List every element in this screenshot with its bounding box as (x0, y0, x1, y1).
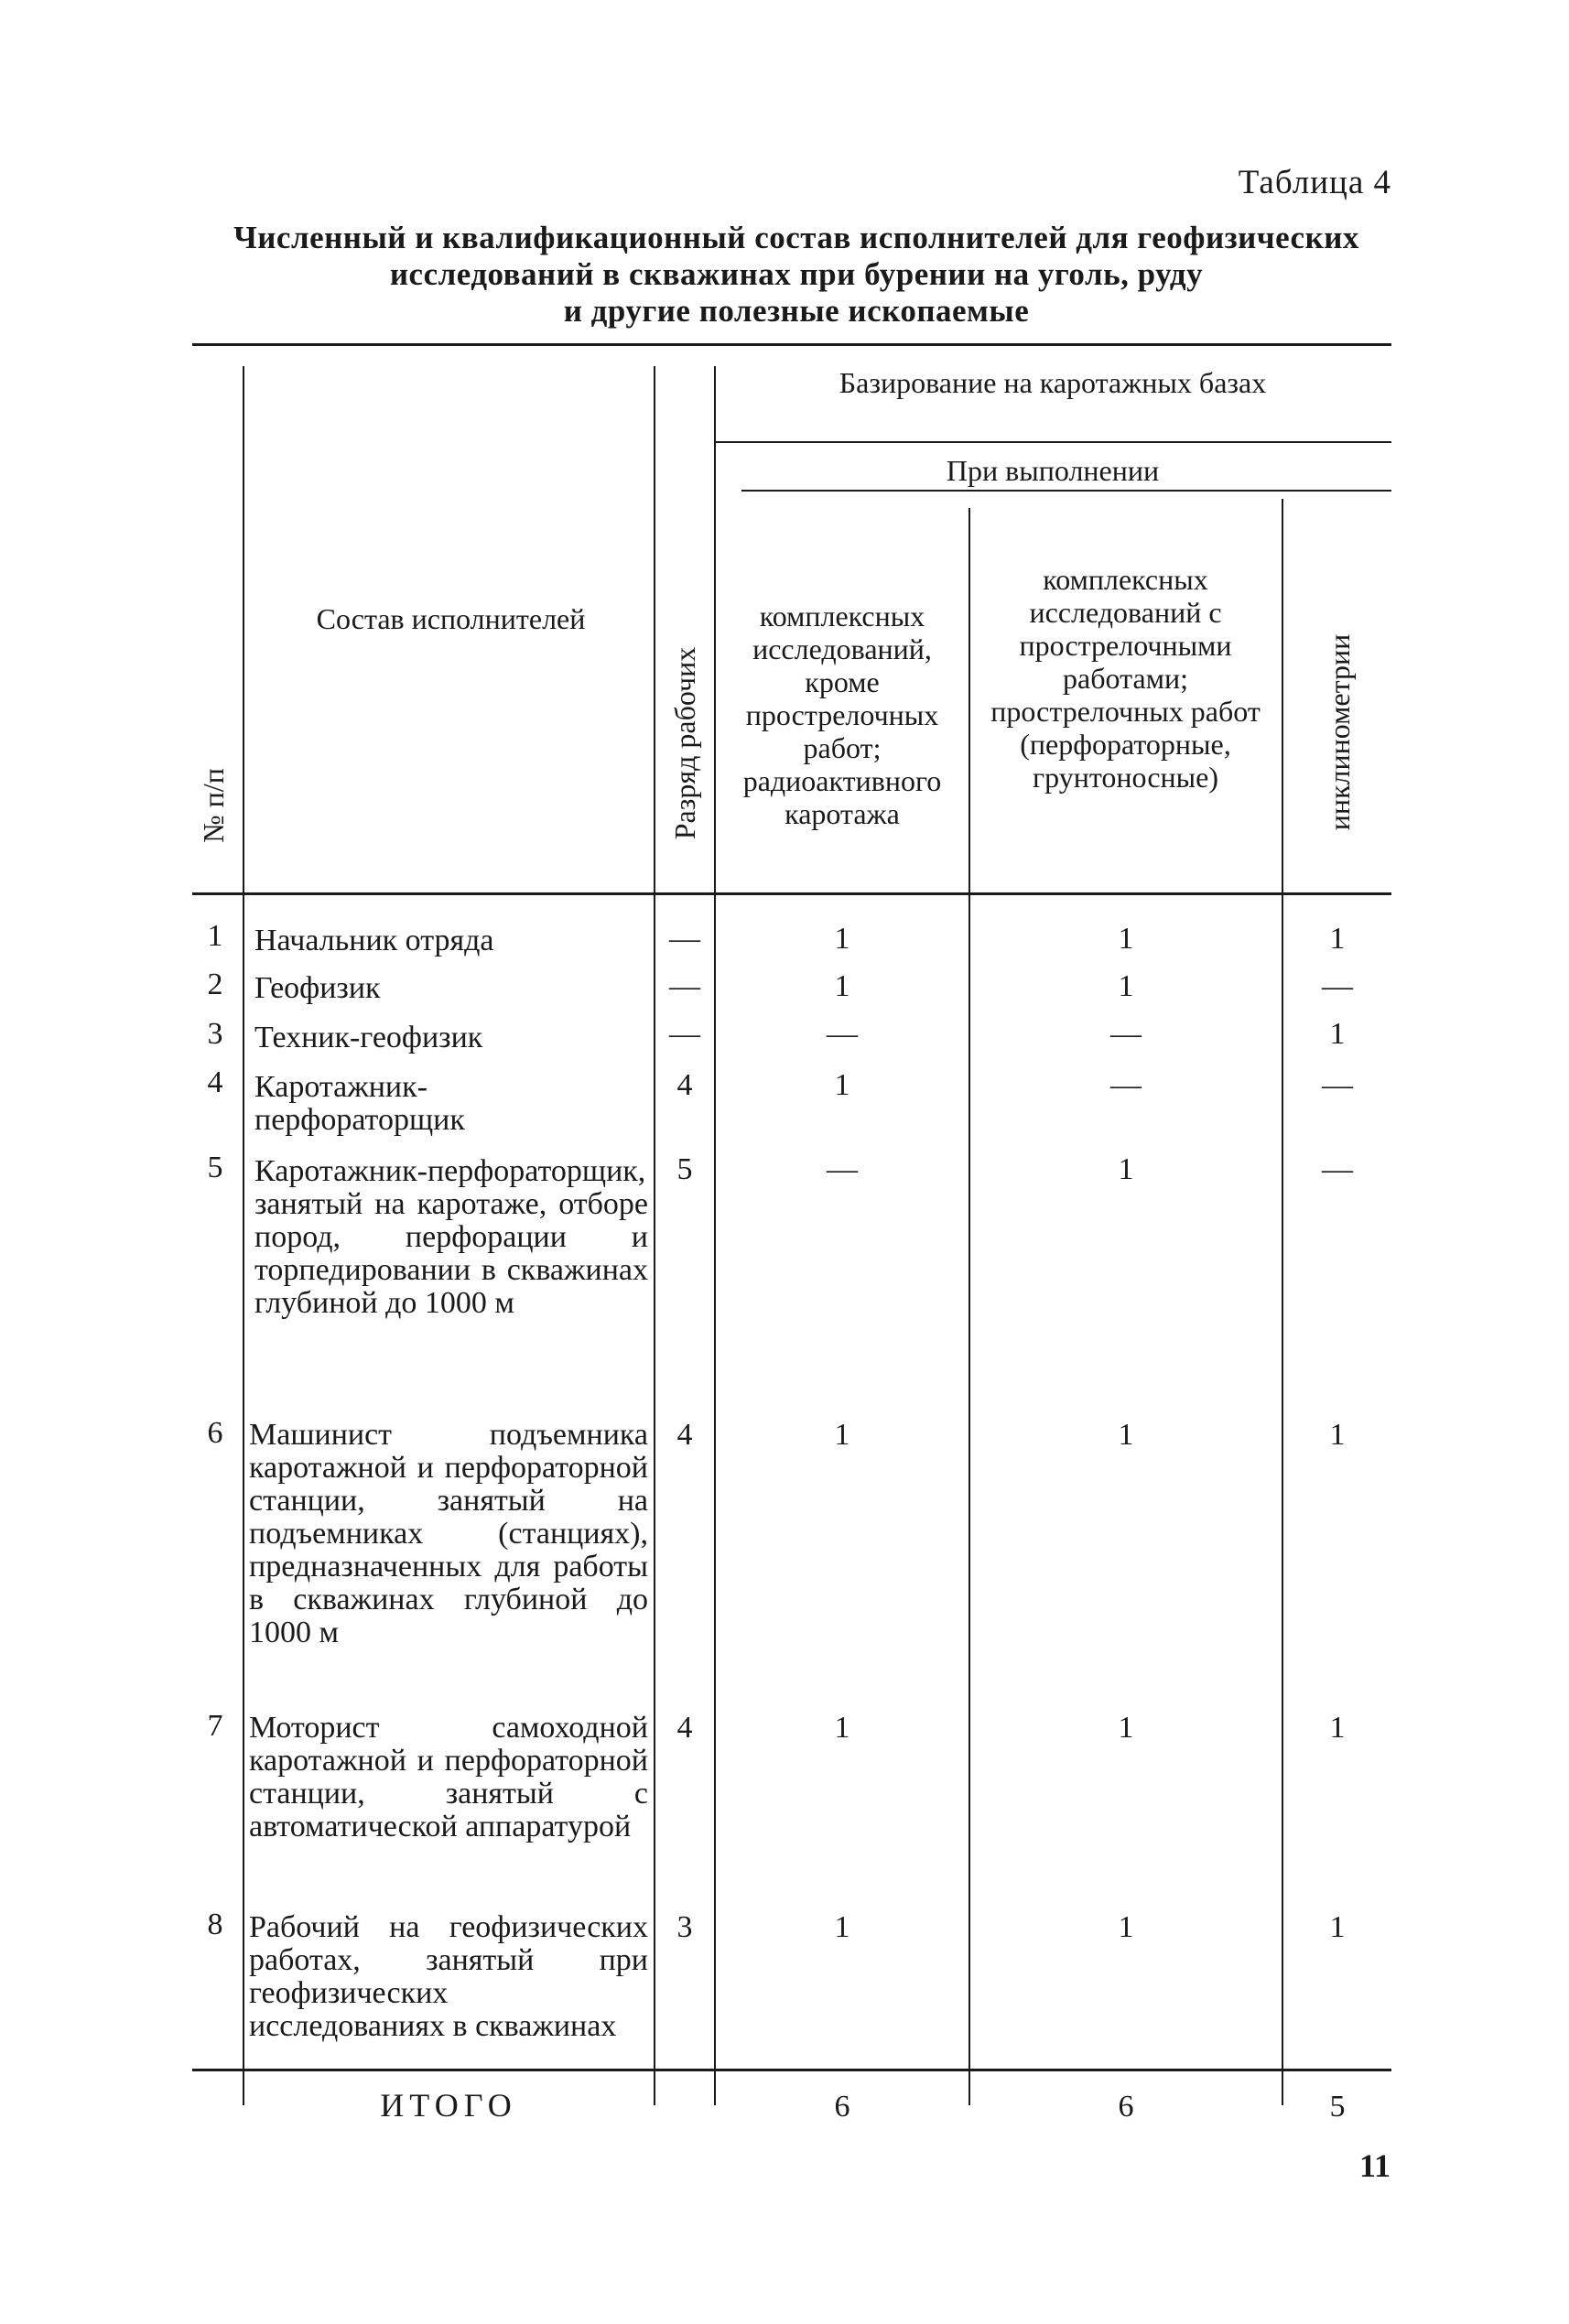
row-7-name: Моторист самоходной каротажной и перфораторной станции, занятый с автоматической аппаратурой (249, 1711, 648, 1843)
row-3-c1: — (827, 1017, 858, 1051)
row-3-c2: — (1110, 1017, 1142, 1051)
row-8-num: 8 (207, 1908, 223, 1941)
row-1-c3: 1 (1329, 922, 1346, 956)
row-1-name: Начальник отряда (254, 924, 494, 957)
row-8-c3: 1 (1329, 1910, 1346, 1944)
header-inclinometry: инклинометрии (1323, 633, 1356, 831)
col-rule-1 (243, 366, 244, 2105)
row-7-grade: 4 (676, 1711, 693, 1745)
row-7-c3: 1 (1329, 1711, 1346, 1745)
total-label: ИТОГО (380, 2087, 517, 2124)
row-7-num: 7 (207, 1709, 223, 1743)
title-line-1: Численный и квалификационный состав исполнителей для геофизических (233, 220, 1359, 255)
row-7-c1: 1 (834, 1711, 850, 1745)
row-1-num: 1 (207, 919, 223, 953)
row-2-name: Геофизик (254, 971, 381, 1005)
header-bottom-rule (192, 892, 1391, 895)
col-rule-5 (1282, 499, 1283, 2105)
row-5-c1: — (827, 1152, 858, 1186)
row-2-c1: 1 (834, 969, 850, 1003)
table-label: Таблица 4 (1238, 164, 1391, 201)
row-4-c3: — (1322, 1068, 1353, 1102)
header-complex: комплексных исследований, кроме прострелочных работ; радиоактивного каротажа (742, 600, 942, 830)
total-c3: 5 (1329, 2090, 1346, 2124)
row-6-name: Машинист подъемника каротажной и перфораторной станции, занятый на подъемниках (станциях), предназначенных для работы в скважинах глубиной до 1000 м (249, 1418, 648, 1649)
header-performing: При выполнении (946, 454, 1160, 487)
row-8-c2: 1 (1118, 1910, 1134, 1944)
body-bottom-rule (192, 2069, 1391, 2071)
row-6-c2: 1 (1118, 1418, 1134, 1452)
row-4-c2: — (1110, 1068, 1142, 1102)
row-2-num: 2 (207, 967, 223, 1001)
row-1-c2: 1 (1118, 922, 1134, 956)
row-2-c2: 1 (1118, 969, 1134, 1003)
col-rule-4 (968, 508, 970, 2105)
table-title (183, 220, 1410, 330)
top-rule (192, 343, 1391, 346)
row-5-c3: — (1322, 1152, 1353, 1186)
header-basing: Базирование на каротажных базах (839, 366, 1267, 399)
row-5-grade: 5 (676, 1152, 693, 1186)
row-7-c2: 1 (1118, 1711, 1134, 1745)
row-8-c1: 1 (834, 1910, 850, 1944)
performing-rule (741, 490, 1391, 492)
row-4-name: Каротажник-перфораторщик (254, 1070, 465, 1137)
row-2-grade: — (669, 969, 700, 1003)
row-5-num: 5 (207, 1151, 223, 1184)
row-1-grade: — (669, 922, 700, 956)
col-rule-3 (714, 366, 716, 2105)
basing-rule (716, 441, 1391, 443)
row-8-name: Рабочий на геофизических работах, занятый при геофизических исследованиях в скважинах (249, 1910, 648, 2043)
title-line-2: исследований в скважинах при бурении на уголь, руду (389, 256, 1204, 292)
total-c1: 6 (834, 2090, 850, 2124)
row-4-num: 4 (207, 1065, 223, 1099)
row-6-c1: 1 (834, 1418, 850, 1452)
row-2-c3: — (1322, 969, 1353, 1003)
row-5-name: Каротажник-перфораторщик, занятый на каротаже, отборе пород, перфорации и торпедировании в скважинах глубиной до 1000 м (254, 1154, 648, 1320)
row-6-c3: 1 (1329, 1418, 1346, 1452)
header-num: № п/п (197, 768, 230, 843)
row-1-c1: 1 (834, 922, 850, 956)
col-rule-2 (654, 366, 655, 2105)
row-8-grade: 3 (676, 1910, 693, 1944)
header-complex-shooting: комплексных исследований с прострелочными работами; прострелочных работ (перфораторные, грунтоносные) (990, 563, 1261, 794)
row-5-c2: 1 (1118, 1152, 1134, 1186)
page-number: 11 (1359, 2147, 1391, 2184)
total-c2: 6 (1118, 2090, 1134, 2124)
title-line-3: и другие полезные ископаемые (563, 293, 1030, 329)
header-grade: Разряд рабочих (668, 646, 701, 840)
row-3-num: 3 (207, 1017, 223, 1051)
row-6-num: 6 (207, 1416, 223, 1450)
row-4-c1: 1 (834, 1068, 850, 1102)
header-composition: Состав исполнителей (316, 602, 586, 635)
row-3-grade: — (669, 1017, 700, 1051)
row-3-c3: 1 (1329, 1017, 1346, 1051)
row-3-name: Техник-геофизик (254, 1021, 483, 1054)
row-6-grade: 4 (676, 1418, 693, 1452)
row-4-grade: 4 (676, 1068, 693, 1102)
